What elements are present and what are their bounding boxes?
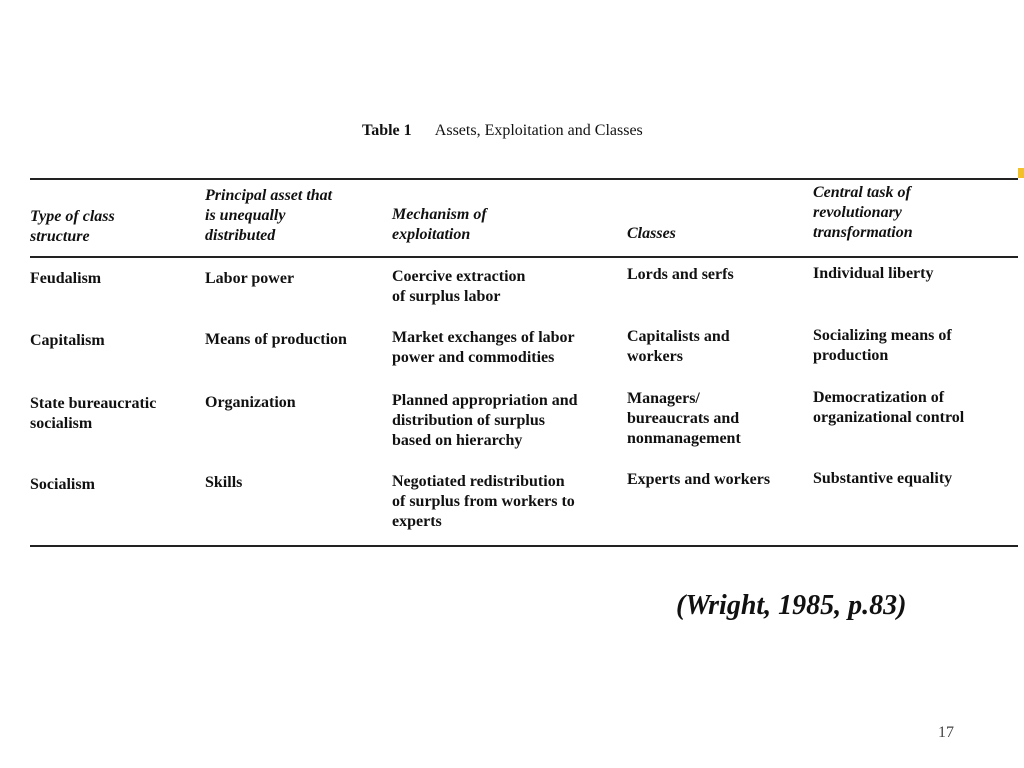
header-line: transformation	[813, 224, 913, 241]
cell-line: production	[813, 347, 889, 364]
cell-line: Negotiated redistribution	[392, 473, 565, 490]
cell-line: distribution of surplus	[392, 412, 545, 429]
cell-line: Labor power	[205, 270, 295, 287]
header-mechanism	[392, 205, 622, 245]
header-line: Classes	[627, 225, 676, 242]
cell-line: bureaucrats and	[627, 410, 740, 427]
cell-task-socialism	[813, 469, 1018, 489]
table-label: Table 1	[362, 122, 412, 139]
cell-line: Planned appropriation and	[392, 392, 578, 409]
cell-task-state-bureaucratic-socialism	[813, 388, 1018, 428]
cell-line: power and commodities	[392, 349, 555, 366]
cell-asset-capitalism	[205, 330, 385, 350]
header-line: Principal asset that	[205, 187, 333, 204]
cell-line: Democratization of	[813, 389, 945, 406]
header-line: exploitation	[392, 226, 471, 243]
cell-line: organizational control	[813, 409, 965, 426]
cell-line: workers	[627, 348, 683, 365]
cell-classes-capitalism	[627, 327, 809, 367]
header-line: revolutionary	[813, 204, 902, 221]
header-asset	[205, 186, 385, 246]
cell-classes-state-bureaucratic-socialism	[627, 389, 809, 449]
cell-line: Substantive equality	[813, 470, 953, 487]
header-rule	[30, 256, 1018, 258]
cell-mechanism-capitalism	[392, 328, 622, 368]
cell-type-socialism	[30, 475, 200, 495]
cell-line: Socialism	[30, 476, 95, 493]
cell-line: Individual liberty	[813, 265, 934, 282]
cell-line: Experts and workers	[627, 471, 771, 488]
header-line: is unequally	[205, 207, 286, 224]
header-type	[30, 207, 200, 247]
cell-line: Market exchanges of labor	[392, 329, 575, 346]
cell-line: Capitalism	[30, 332, 105, 349]
cell-line: socialism	[30, 415, 93, 432]
cell-line: based on hierarchy	[392, 432, 523, 449]
cell-line: Capitalists and	[627, 328, 730, 345]
cell-line: Means of production	[205, 331, 347, 348]
edge-highlight-mark	[1018, 168, 1024, 178]
header-line: distributed	[205, 227, 276, 244]
cell-line: nonmanagement	[627, 430, 741, 447]
cell-line: of surplus labor	[392, 288, 501, 305]
cell-mechanism-state-bureaucratic-socialism	[392, 391, 622, 451]
cell-line: Coercive extraction	[392, 268, 526, 285]
cell-asset-state-bureaucratic-socialism	[205, 393, 385, 413]
header-line: Type of class	[30, 208, 115, 225]
cell-type-feudalism	[30, 269, 200, 289]
cell-line: Organization	[205, 394, 296, 411]
cell-classes-feudalism	[627, 265, 809, 285]
cell-line: experts	[392, 513, 442, 530]
cell-line: Socializing means of	[813, 327, 952, 344]
header-line: structure	[30, 228, 90, 245]
header-classes	[627, 224, 809, 244]
cell-asset-socialism	[205, 473, 385, 493]
cell-asset-feudalism	[205, 269, 385, 289]
cell-task-capitalism	[813, 326, 1018, 366]
table-caption	[362, 122, 643, 140]
cell-line: Lords and serfs	[627, 266, 734, 283]
cell-classes-socialism	[627, 470, 809, 490]
bottom-rule	[30, 545, 1018, 547]
header-task	[813, 183, 1018, 243]
cell-line: of surplus from workers to	[392, 493, 575, 510]
top-rule	[30, 178, 1018, 180]
cell-line: Feudalism	[30, 270, 102, 287]
cell-line: State bureaucratic	[30, 395, 157, 412]
cell-mechanism-feudalism	[392, 267, 622, 307]
header-line: Mechanism of	[392, 206, 487, 223]
citation: (Wright, 1985, p.83)	[676, 590, 907, 621]
cell-task-feudalism	[813, 264, 1018, 284]
cell-type-capitalism	[30, 331, 200, 351]
cell-line: Managers/	[627, 390, 700, 407]
page-number: 17	[938, 724, 954, 741]
cell-mechanism-socialism	[392, 472, 622, 532]
header-line: Central task of	[813, 184, 911, 201]
cell-line: Skills	[205, 474, 243, 491]
cell-type-state-bureaucratic-socialism	[30, 394, 200, 434]
table-title: Assets, Exploitation and Classes	[434, 122, 643, 139]
